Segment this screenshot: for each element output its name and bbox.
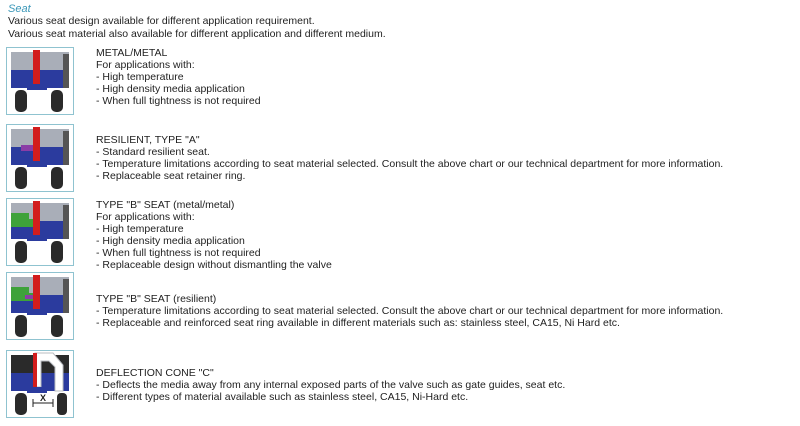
intro-text <box>8 15 386 41</box>
seat-line: - High temperature <box>96 71 184 83</box>
seat-heading: DEFLECTION CONE "C" <box>96 367 214 379</box>
seat-line: - Deflects the media away from any internal exposed parts of the valve such as gate guides, seat etc. <box>96 379 566 391</box>
intro-line: Various seat design available for different application requirement. <box>8 15 315 27</box>
seat-description <box>96 199 332 271</box>
resilient-seat-icon <box>6 124 74 192</box>
seat-line: - Standard resilient seat. <box>96 146 210 158</box>
seat-line: - Replaceable design without dismantling the valve <box>96 259 332 271</box>
seat-line: - Replaceable and reinforced seat ring available in different materials such as: stainless steel, CA15, Ni Hard etc. <box>96 317 620 329</box>
seat-line: - High density media application <box>96 235 245 247</box>
seat-line: - Temperature limitations according to seat material selected. Consult the above chart or our technical department for more information. <box>96 158 724 170</box>
seat-heading: TYPE "B" SEAT (resilient) <box>96 293 217 305</box>
seat-line: For applications with: <box>96 211 195 223</box>
type-b-resilient-seat-icon <box>6 272 74 340</box>
seat-description <box>96 367 565 403</box>
intro-line: Various seat material also available for different application and different medium. <box>8 28 386 40</box>
seat-description <box>96 134 723 182</box>
metal-metal-seat-icon <box>6 47 74 115</box>
seat-line: - Temperature limitations according to seat material selected. Consult the above chart or our technical department for more information. <box>96 305 724 317</box>
type-b-metal-seat-icon <box>6 198 74 266</box>
dimension-x-label: X <box>39 393 47 403</box>
seat-heading: RESILIENT, TYPE "A" <box>96 134 200 146</box>
seat-description <box>96 293 723 329</box>
section-title: Seat <box>8 3 31 15</box>
seat-line: - Different types of material available such as stainless steel, CA15, Ni-Hard etc. <box>96 391 469 403</box>
seat-line: - When full tightness is not required <box>96 95 261 107</box>
seat-heading: METAL/METAL <box>96 47 168 59</box>
seat-line: - Replaceable seat retainer ring. <box>96 170 246 182</box>
seat-heading: TYPE "B" SEAT (metal/metal) <box>96 199 235 211</box>
seat-line: - High temperature <box>96 223 184 235</box>
seat-line: For applications with: <box>96 59 195 71</box>
deflection-cone-icon <box>6 350 74 418</box>
seat-description <box>96 47 261 107</box>
seat-line: - When full tightness is not required <box>96 247 261 259</box>
seat-line: - High density media application <box>96 83 245 95</box>
